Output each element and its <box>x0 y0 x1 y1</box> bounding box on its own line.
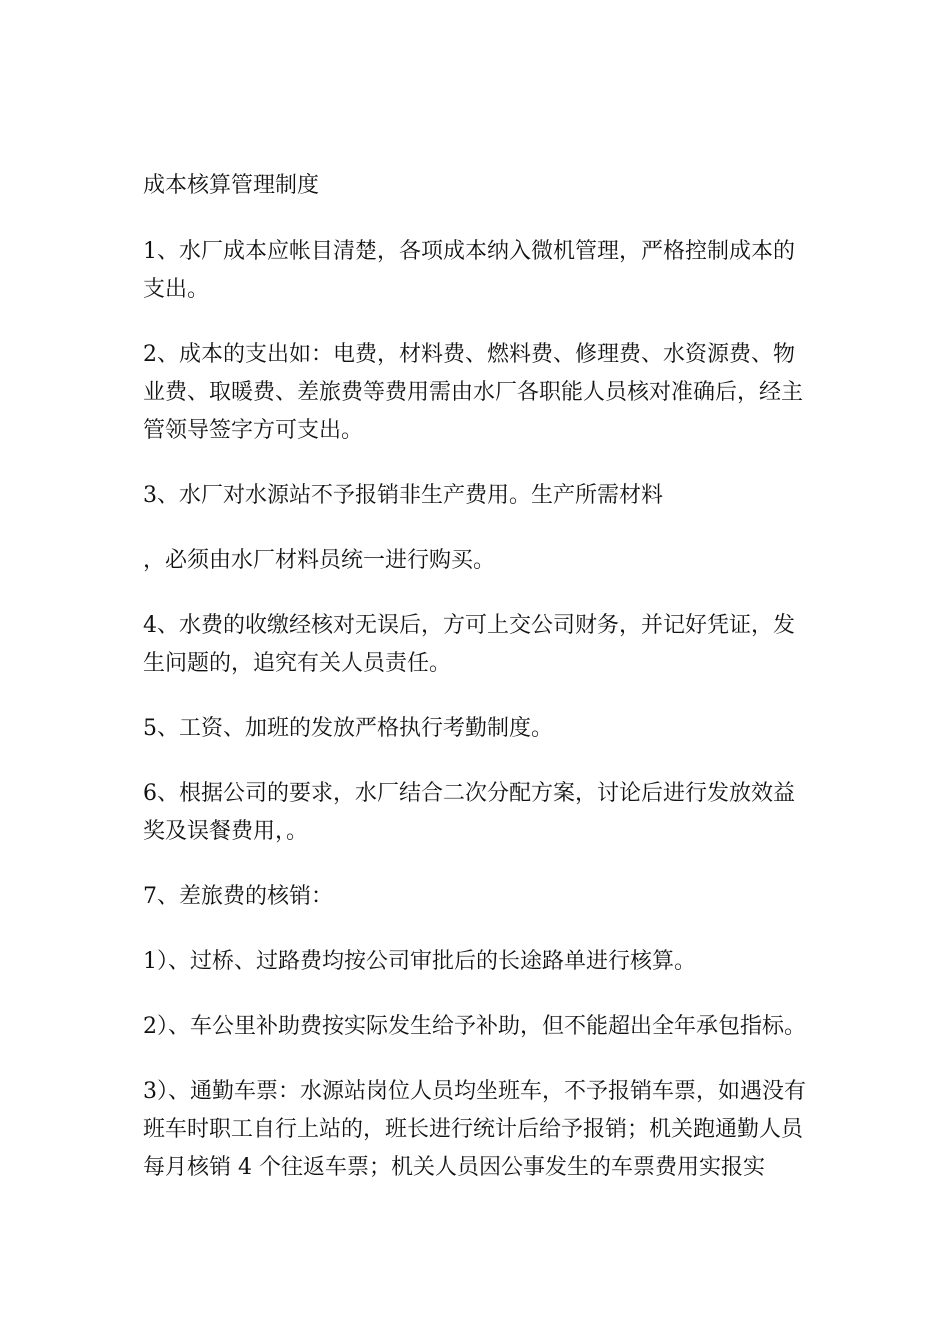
document-title: 成本核算管理制度 <box>143 173 320 198</box>
paragraph-7-item-3: 3）、通勤车票：水源站岗位人员均坐班车，不予报销车票，如遇没有班车时职工自行上站的，班长进行统计后给予报销；机关跑通勤人员每月核销 4 个往返车票；机关人员因公事发生的车票费用实报实 <box>143 1079 806 1180</box>
document-page <box>143 168 815 1214</box>
paragraph-4: 4、水费的收缴经核对无误后，方可上交公司财务，并记好凭证，发生问题的，追究有关人员责任。 <box>143 613 795 676</box>
paragraph-7-item-1: 1）、过桥、过路费均按公司审批后的长途路单进行核算。 <box>143 949 696 974</box>
paragraph-1: 1、水厂成本应帐目清楚，各项成本纳入微机管理，严格控制成本的支出。 <box>143 239 795 302</box>
paragraph-3: 3、水厂对水源站不予报销非生产费用。生产所需材料 <box>143 483 663 508</box>
paragraph-6: 6、根据公司的要求，水厂结合二次分配方案，讨论后进行发放效益奖及误餐费用，。 <box>143 781 795 844</box>
paragraph-2: 2、成本的支出如：电费，材料费、燃料费、修理费、水资源费、物业费、取暖费、差旅费等费用需由水厂各职能人员核对准确后，经主管领导签字方可支出。 <box>143 342 804 443</box>
paragraph-7: 7、差旅费的核销： <box>143 884 333 909</box>
paragraph-3-continued: ，必须由水厂材料员统一进行购买。 <box>143 548 496 573</box>
paragraph-7-item-2: 2）、车公里补助费按实际发生给予补助，但不能超出全年承包指标。 <box>143 1014 806 1039</box>
paragraph-5: 5、工资、加班的发放严格执行考勤制度。 <box>143 716 553 741</box>
